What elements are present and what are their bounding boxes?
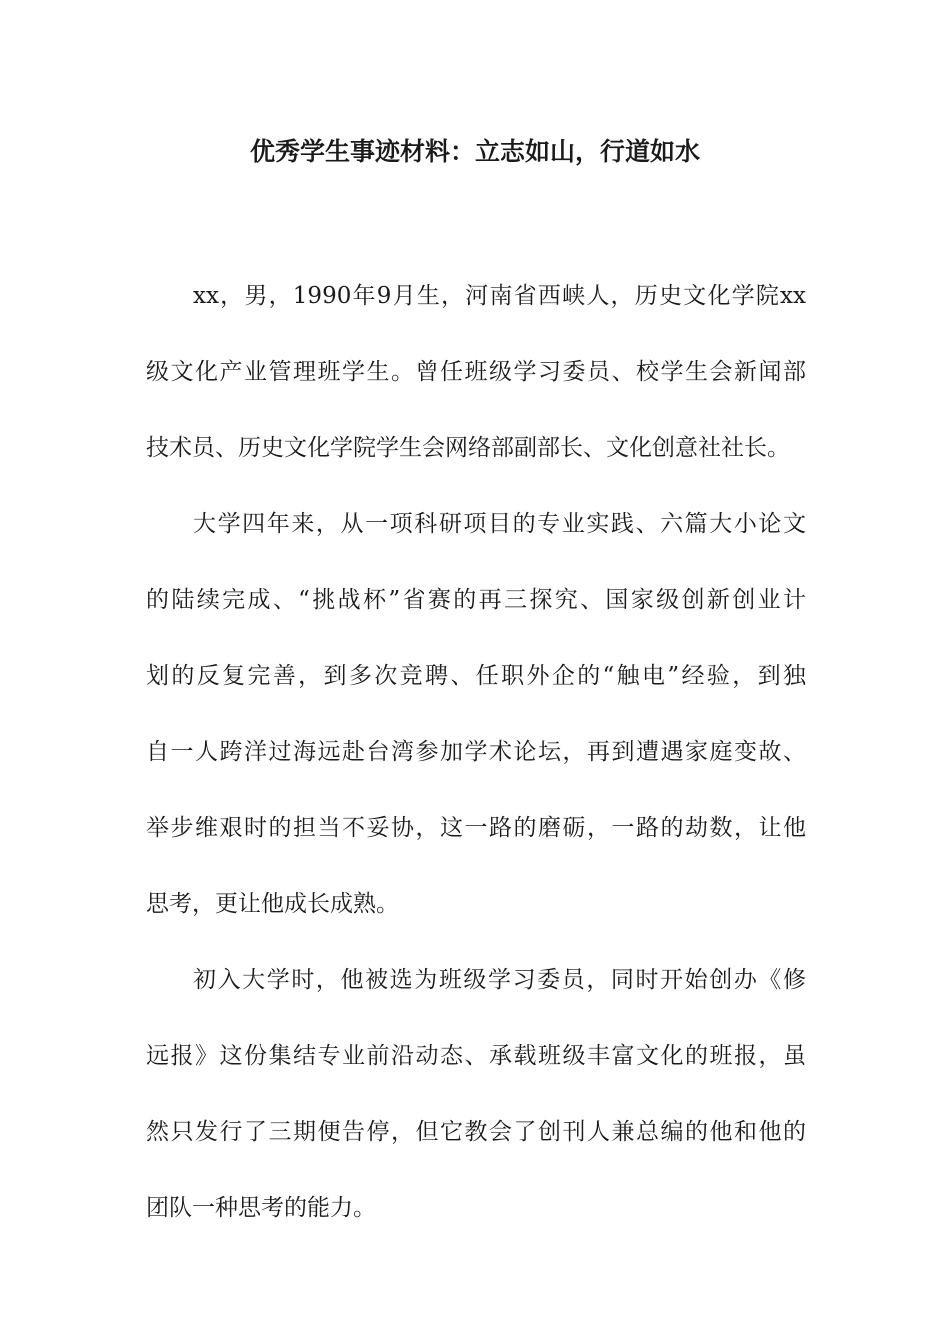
paragraph-line: 级文化产业管理班学生。曾任班级学习委员、校学生会新闻部 <box>146 359 806 385</box>
paragraph-line: 自一人跨洋过海远赴台湾参加学术论坛，再到遭遇家庭变故、 <box>146 739 806 765</box>
document-title: 优秀学生事迹材料：立志如山，行道如水 <box>249 137 700 166</box>
paragraph-line: 的陆续完成、“挑战杯”省赛的再三探究、国家级创新创业计 <box>146 587 806 613</box>
paragraph-1 <box>146 258 806 486</box>
paragraph-line: 技术员、历史文化学院学生会网络部副部长、文化创意社社长。 <box>146 435 790 461</box>
paragraph-3 <box>146 942 806 1246</box>
paragraph-line: 思考，更让他成长成熟。 <box>146 891 399 917</box>
paragraph-line: 然只发行了三期便告停，但它教会了创刊人兼总编的他和他的 <box>146 1119 806 1145</box>
paragraph-line: xx，男，1990年9月生，河南省西峡人，历史文化学院xx <box>193 283 806 309</box>
paragraph-line: 团队一种思考的能力。 <box>146 1195 376 1221</box>
paragraph-line: 划的反复完善，到多次竞聘、任职外企的“触电”经验，到独 <box>146 663 806 689</box>
document-body <box>146 258 806 1246</box>
paragraph-2 <box>146 486 806 942</box>
paragraph-line: 举步维艰时的担当不妥协，这一路的磨砺，一路的劫数，让他 <box>146 815 806 841</box>
paragraph-line: 大学四年来，从一项科研项目的专业实践、六篇大小论文 <box>193 511 806 537</box>
paragraph-line: 初入大学时，他被选为班级学习委员，同时开始创办《修 <box>193 967 806 993</box>
paragraph-line: 远报》这份集结专业前沿动态、承载班级丰富文化的班报，虽 <box>146 1043 806 1069</box>
